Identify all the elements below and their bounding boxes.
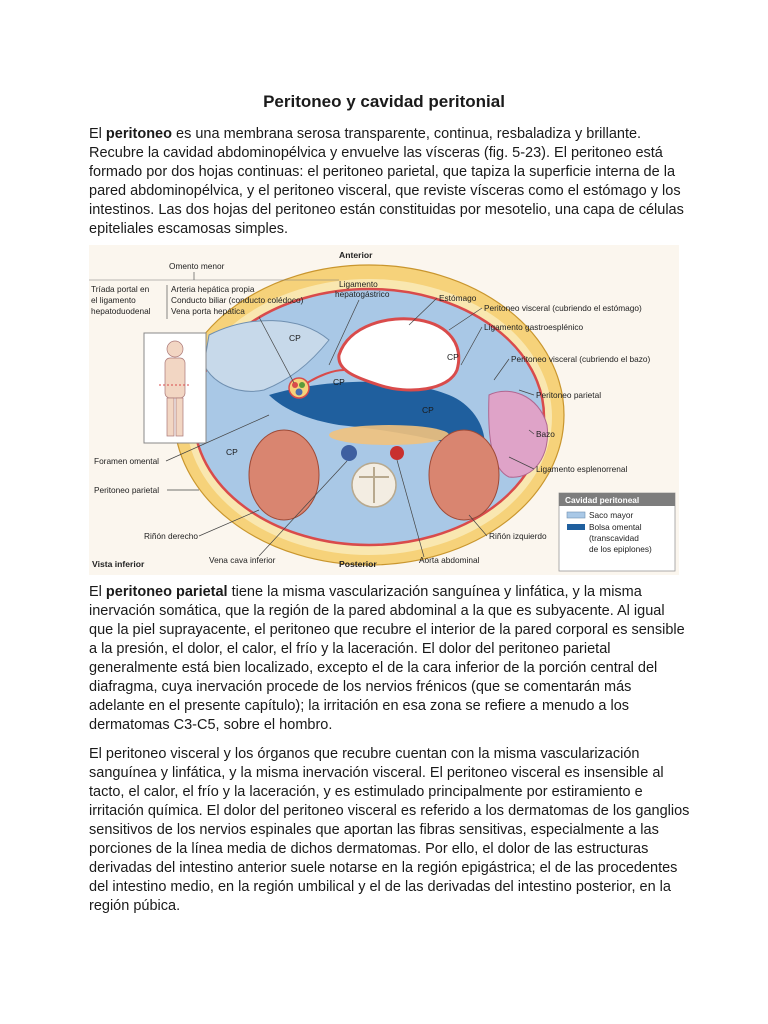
label-ligamento-2: hepatogástrico: [335, 289, 390, 299]
label-aorta: Aorta abdominal: [419, 555, 480, 565]
cp-label-2: CP: [333, 377, 345, 387]
inset-leg-right: [167, 398, 174, 436]
p1-rest: es una membrana serosa transparente, continua, resbaladiza y brillante. Recubre la cavidad abdominopélvica y envuelve las vísceras (fig. 5-23). El peritoneo está formado por dos hojas continuas: el peritoneo parietal, que tapiza la superficie interna de la pared abdominopélvica, y el peritoneo visceral, que reviste vísceras como el estómago y los intestinos. Las dos hojas del peritoneo están constituidas por mesotelio, una capa de células epiteliales escamosas simples.: [89, 126, 684, 237]
legend-bolsa-2: (transcavidad: [589, 533, 639, 543]
label-triada-2: el ligamento: [91, 295, 136, 305]
label-foramen: Foramen omental: [94, 456, 160, 466]
p2-rest: tiene la misma vascularización sanguínea y linfática, y la misma inervación somática, que la región de la pared abdominal a la que es subyacente. Al igual que la piel suprayacente, el peritoneo que recubre el interior de la pared corporal es sensible a la presión, el dolor, el calor, el frío y la laceración. El dolor del peritoneo parietal generalmente está bien localizado, excepto el de la cara inferior de la porción central del diafragma, cuya inervación procede de los nervios frénicos (que se comentarán más adelante en el presente capítulo); la irritación en esa zona se refiere a menudo a los dermatomas C3-C5, sobre el hombro.: [89, 584, 685, 733]
paragraph-parietal: [89, 583, 691, 735]
legend-saco: Saco mayor: [589, 510, 634, 520]
label-vista-inferior: Vista inferior: [92, 559, 145, 569]
kidney-left: [429, 430, 499, 520]
label-ligamento-1: Ligamento: [339, 279, 378, 289]
label-rinon-der: Riñón derecho: [144, 531, 198, 541]
aorta: [390, 446, 404, 460]
portal-vein-icon: [296, 389, 303, 396]
label-peritoneo-parietal-r: Peritoneo parietal: [536, 390, 602, 400]
legend-swatch-bolsa: [567, 524, 585, 530]
cp-label-1: CP: [289, 333, 301, 343]
label-triada-3: hepatoduodenal: [91, 306, 151, 316]
inset-head: [167, 341, 183, 357]
legend-bolsa-3: de los epiplones): [589, 544, 652, 554]
label-vena-porta: Vena porta hepática: [171, 306, 245, 316]
p2-pre: El: [89, 584, 106, 600]
label-peritoneo-parietal-l: Peritoneo parietal: [94, 485, 160, 495]
label-pv-bazo: Peritoneo visceral (cubriendo el bazo): [511, 354, 651, 364]
page-title: Peritoneo y cavidad peritonial: [263, 92, 505, 111]
label-conducto: Conducto biliar (conducto colédoco): [171, 295, 304, 305]
legend-bolsa-1: Bolsa omental: [589, 522, 642, 532]
vena-cava: [341, 445, 357, 461]
peritoneum-figure: [89, 245, 679, 575]
label-lig-gastroesplenico: Ligamento gastroesplénico: [484, 322, 584, 332]
label-estomago: Estómago: [439, 293, 477, 303]
kidney-right: [249, 430, 319, 520]
label-omento-menor: Omento menor: [169, 261, 225, 271]
cp-label-4: CP: [422, 405, 434, 415]
legend-swatch-saco: [567, 512, 585, 518]
label-posterior: Posterior: [339, 559, 377, 569]
label-bazo: Bazo: [536, 429, 555, 439]
label-lig-esplenorrenal: Ligamento esplenorrenal: [536, 464, 628, 474]
label-vena-cava: Vena cava inferior: [209, 555, 276, 565]
label-anterior: Anterior: [339, 250, 373, 260]
paragraph-visceral: El peritoneo visceral y los órganos que recubre cuentan con la misma vascularización sanguínea y linfática, y la misma inervación visceral. El peritoneo visceral es insensible al tacto, el calor, el frío y la laceración, y es estimulado principalmente por estiramiento e irritación química. El dolor del peritoneo visceral es referido a los dermatomas de los ganglios sensitivos de los nervios espinales que aportan las fibras sensitivas, especialmente a las porciones de la línea media de dichos dermatomas. Por ello, el dolor de las estructuras derivadas del intestino anterior suele notarse en la región epigástrica; el de las procedentes del intestino medio, en la región umbilical y el de las derivadas del intestino posterior, en la región púbica.: [89, 746, 690, 914]
label-rinon-izq: Riñón izquierdo: [489, 531, 547, 541]
cross-section-diagram: [89, 245, 679, 575]
inset-leg-left: [176, 398, 183, 436]
bile-duct-icon: [299, 382, 305, 388]
cp-label-5: CP: [226, 447, 238, 457]
label-pv-estomago: Peritoneo visceral (cubriendo el estómago): [484, 303, 642, 313]
p1-bold-term: peritoneo: [105, 126, 172, 142]
hepatic-artery-icon: [292, 382, 298, 388]
label-arteria: Arteria hepática propia: [171, 284, 255, 294]
p2-bold-term: peritoneo parietal: [105, 584, 228, 600]
inset-torso: [165, 358, 185, 398]
label-triada-1: Tríada portal en: [91, 284, 150, 294]
paragraph-intro: [89, 125, 691, 239]
cp-label-3: CP: [447, 352, 459, 362]
p1-pre: El: [89, 126, 106, 142]
legend-title: Cavidad peritoneal: [565, 495, 640, 505]
pancreas: [329, 425, 449, 445]
